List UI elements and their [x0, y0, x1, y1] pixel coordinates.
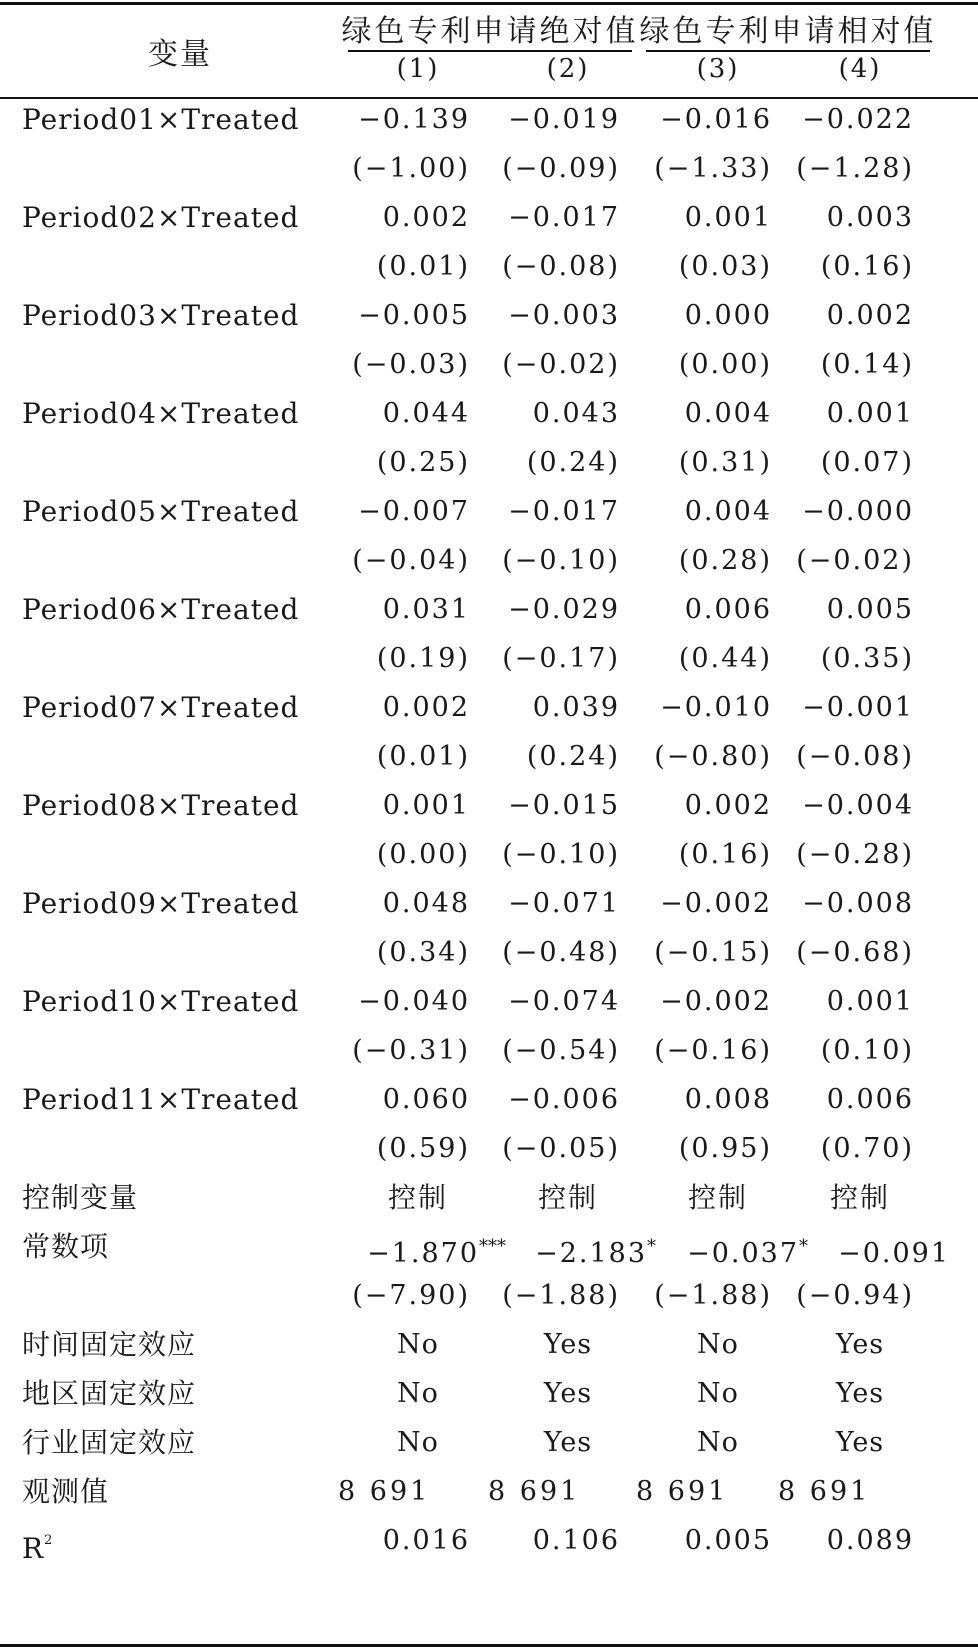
coefficient-cell: −0.002: [660, 986, 772, 1017]
t-stat-cell: (0.31): [678, 447, 772, 478]
t-stat-cell: (0.44): [678, 643, 772, 674]
coefficient-cell: −0.005: [358, 300, 470, 331]
r2-superscript: 2: [44, 1533, 53, 1548]
controls-cell: 控制: [829, 1181, 891, 1214]
t-stat-cell: (0.00): [678, 349, 772, 380]
constant-t-cell: (−1.88): [654, 1280, 772, 1311]
group1-underline: [348, 50, 632, 52]
coefficient-cell: −0.003: [508, 300, 620, 331]
coefficient-cell: −0.001: [802, 692, 914, 723]
t-stat-cell: (0.01): [376, 741, 470, 772]
t-stat-cell: (−0.54): [502, 1035, 620, 1066]
column-header-4: (4): [838, 54, 882, 84]
row-label: Period08×Treated: [22, 789, 300, 822]
fixed-effect-cell: Yes: [835, 1378, 885, 1409]
t-stat-cell: (−0.02): [502, 349, 620, 380]
coefficient-cell: 0.001: [684, 202, 772, 233]
constant-coef-cell: [535, 1227, 656, 1267]
observations-cell: 8 691: [636, 1476, 729, 1507]
coefficient-cell: −0.071: [508, 888, 620, 919]
constant-coef-value: −2.183: [535, 1238, 647, 1269]
column-header-1: (1): [396, 54, 440, 84]
fixed-effect-label: 行业固定效应: [22, 1426, 197, 1459]
coefficient-cell: 0.044: [382, 398, 470, 429]
coefficient-cell: 0.002: [382, 202, 470, 233]
t-stat-cell: (0.59): [376, 1133, 470, 1164]
header-rule: [0, 97, 978, 99]
coefficient-cell: 0.060: [382, 1084, 470, 1115]
coefficient-cell: 0.004: [684, 398, 772, 429]
t-stat-cell: (−0.68): [796, 937, 914, 968]
coefficient-cell: −0.000: [802, 496, 914, 527]
fixed-effect-cell: Yes: [835, 1427, 885, 1458]
coefficient-cell: 0.048: [382, 888, 470, 919]
t-stat-cell: (−0.16): [654, 1035, 772, 1066]
constant-t-cell: (−0.94): [796, 1280, 914, 1311]
r2-label: [22, 1521, 53, 1565]
controls-cell: 控制: [687, 1181, 749, 1214]
t-stat-cell: (0.07): [820, 447, 914, 478]
t-stat-cell: (0.70): [820, 1133, 914, 1164]
column-header-3: (3): [696, 54, 740, 84]
t-stat-cell: (−0.08): [502, 251, 620, 282]
coefficient-cell: −0.008: [802, 888, 914, 919]
t-stat-cell: (0.10): [820, 1035, 914, 1066]
coefficient-cell: −0.007: [358, 496, 470, 527]
coefficient-cell: 0.001: [826, 398, 914, 429]
t-stat-cell: (−1.28): [796, 153, 914, 184]
controls-cell: 控制: [537, 1181, 599, 1214]
coefficient-cell: −0.139: [358, 104, 470, 135]
t-stat-cell: (0.03): [678, 251, 772, 282]
fixed-effect-cell: No: [697, 1427, 739, 1458]
coefficient-cell: 0.006: [826, 1084, 914, 1115]
column-header-2: (2): [546, 54, 590, 84]
coefficient-cell: 0.002: [826, 300, 914, 331]
coefficient-cell: 0.001: [826, 986, 914, 1017]
t-stat-cell: (0.28): [678, 545, 772, 576]
coefficient-cell: 0.005: [826, 594, 914, 625]
row-label: Period01×Treated: [22, 103, 300, 136]
coefficient-cell: −0.074: [508, 986, 620, 1017]
t-stat-cell: (−0.03): [352, 349, 470, 380]
r2-cell: 0.089: [826, 1525, 914, 1556]
t-stat-cell: (0.34): [376, 937, 470, 968]
t-stat-cell: (−1.00): [352, 153, 470, 184]
coefficient-cell: −0.017: [508, 496, 620, 527]
t-stat-cell: (0.00): [376, 839, 470, 870]
t-stat-cell: (−0.48): [502, 937, 620, 968]
fixed-effect-label: 地区固定效应: [22, 1377, 197, 1410]
coefficient-cell: −0.019: [508, 104, 620, 135]
significance-stars: *: [799, 1236, 808, 1257]
r2-cell: 0.005: [684, 1525, 772, 1556]
coefficient-cell: −0.006: [508, 1084, 620, 1115]
coefficient-cell: −0.004: [802, 790, 914, 821]
coefficient-cell: −0.040: [358, 986, 470, 1017]
t-stat-cell: (0.01): [376, 251, 470, 282]
coefficient-cell: 0.008: [684, 1084, 772, 1115]
constant-t-cell: (−1.88): [502, 1280, 620, 1311]
fixed-effect-cell: No: [397, 1329, 439, 1360]
row-label: Period03×Treated: [22, 299, 300, 332]
bottom-rule: [0, 1644, 978, 1647]
t-stat-cell: (−0.04): [352, 545, 470, 576]
row-label: Period02×Treated: [22, 201, 300, 234]
row-label: Period04×Treated: [22, 397, 300, 430]
t-stat-cell: (0.16): [678, 839, 772, 870]
r2-cell: 0.016: [382, 1525, 470, 1556]
observations-label: 观测值: [22, 1475, 110, 1508]
coefficient-cell: 0.002: [684, 790, 772, 821]
observations-cell: 8 691: [488, 1476, 581, 1507]
observations-cell: 8 691: [338, 1476, 431, 1507]
row-label: Period07×Treated: [22, 691, 300, 724]
constant-coef-cell: [367, 1227, 506, 1267]
coefficient-cell: −0.010: [660, 692, 772, 723]
coefficient-cell: 0.003: [826, 202, 914, 233]
t-stat-cell: (0.16): [820, 251, 914, 282]
constant-coef-value: −1.870: [367, 1238, 479, 1269]
coefficient-cell: −0.015: [508, 790, 620, 821]
constant-coef-value: −0.037: [687, 1238, 799, 1269]
fixed-effect-cell: No: [697, 1378, 739, 1409]
t-stat-cell: (0.95): [678, 1133, 772, 1164]
r2-cell: 0.106: [532, 1525, 620, 1556]
t-stat-cell: (−1.33): [654, 153, 772, 184]
t-stat-cell: (−0.05): [502, 1133, 620, 1164]
t-stat-cell: (−0.02): [796, 545, 914, 576]
coefficient-cell: 0.006: [684, 594, 772, 625]
fixed-effect-cell: No: [397, 1378, 439, 1409]
t-stat-cell: (0.35): [820, 643, 914, 674]
fixed-effect-label: 时间固定效应: [22, 1328, 197, 1361]
controls-label: 控制变量: [22, 1181, 139, 1214]
t-stat-cell: (−0.10): [502, 545, 620, 576]
observations-cell: 8 691: [778, 1476, 871, 1507]
t-stat-cell: (0.25): [376, 447, 470, 478]
significance-stars: *: [647, 1236, 656, 1257]
r2-label-text: R: [22, 1532, 45, 1565]
group1-header: 绿色专利申请绝对值: [341, 14, 639, 49]
fixed-effect-cell: Yes: [835, 1329, 885, 1360]
coefficient-cell: 0.001: [382, 790, 470, 821]
row-label: Period06×Treated: [22, 593, 300, 626]
t-stat-cell: (−0.08): [796, 741, 914, 772]
t-stat-cell: (−0.80): [654, 741, 772, 772]
coefficient-cell: −0.016: [660, 104, 772, 135]
coefficient-cell: 0.002: [382, 692, 470, 723]
t-stat-cell: (0.24): [526, 741, 620, 772]
group2-underline: [646, 50, 930, 52]
t-stat-cell: (0.14): [820, 349, 914, 380]
coefficient-cell: −0.017: [508, 202, 620, 233]
coefficient-cell: 0.004: [684, 496, 772, 527]
row-label: Period10×Treated: [22, 985, 300, 1018]
coefficient-cell: 0.000: [684, 300, 772, 331]
row-label: Period05×Treated: [22, 495, 300, 528]
constant-coef-cell: [687, 1227, 808, 1267]
constant-label: 常数项: [22, 1230, 110, 1263]
fixed-effect-cell: No: [697, 1329, 739, 1360]
row-label: Period09×Treated: [22, 887, 300, 920]
t-stat-cell: (0.24): [526, 447, 620, 478]
group2-header: 绿色专利申请相对值: [639, 14, 937, 49]
coefficient-cell: 0.039: [532, 692, 620, 723]
t-stat-cell: (−0.28): [796, 839, 914, 870]
constant-coef-cell: [838, 1227, 950, 1267]
fixed-effect-cell: No: [397, 1427, 439, 1458]
t-stat-cell: (−0.15): [654, 937, 772, 968]
fixed-effect-cell: Yes: [543, 1329, 593, 1360]
top-rule: [0, 2, 978, 5]
coefficient-cell: −0.029: [508, 594, 620, 625]
coefficient-cell: 0.031: [382, 594, 470, 625]
t-stat-cell: (−0.31): [352, 1035, 470, 1066]
t-stat-cell: (−0.09): [502, 153, 620, 184]
fixed-effect-cell: Yes: [543, 1378, 593, 1409]
t-stat-cell: (−0.10): [502, 839, 620, 870]
variable-header: 变量: [148, 37, 212, 72]
controls-cell: 控制: [387, 1181, 449, 1214]
fixed-effect-cell: Yes: [543, 1427, 593, 1458]
constant-t-cell: (−7.90): [352, 1280, 470, 1311]
coefficient-cell: 0.043: [532, 398, 620, 429]
significance-stars: ***: [479, 1236, 506, 1257]
row-label: Period11×Treated: [22, 1083, 300, 1116]
constant-coef-value: −0.091: [838, 1238, 950, 1269]
t-stat-cell: (0.19): [376, 643, 470, 674]
t-stat-cell: (−0.17): [502, 643, 620, 674]
coefficient-cell: −0.022: [802, 104, 914, 135]
coefficient-cell: −0.002: [660, 888, 772, 919]
